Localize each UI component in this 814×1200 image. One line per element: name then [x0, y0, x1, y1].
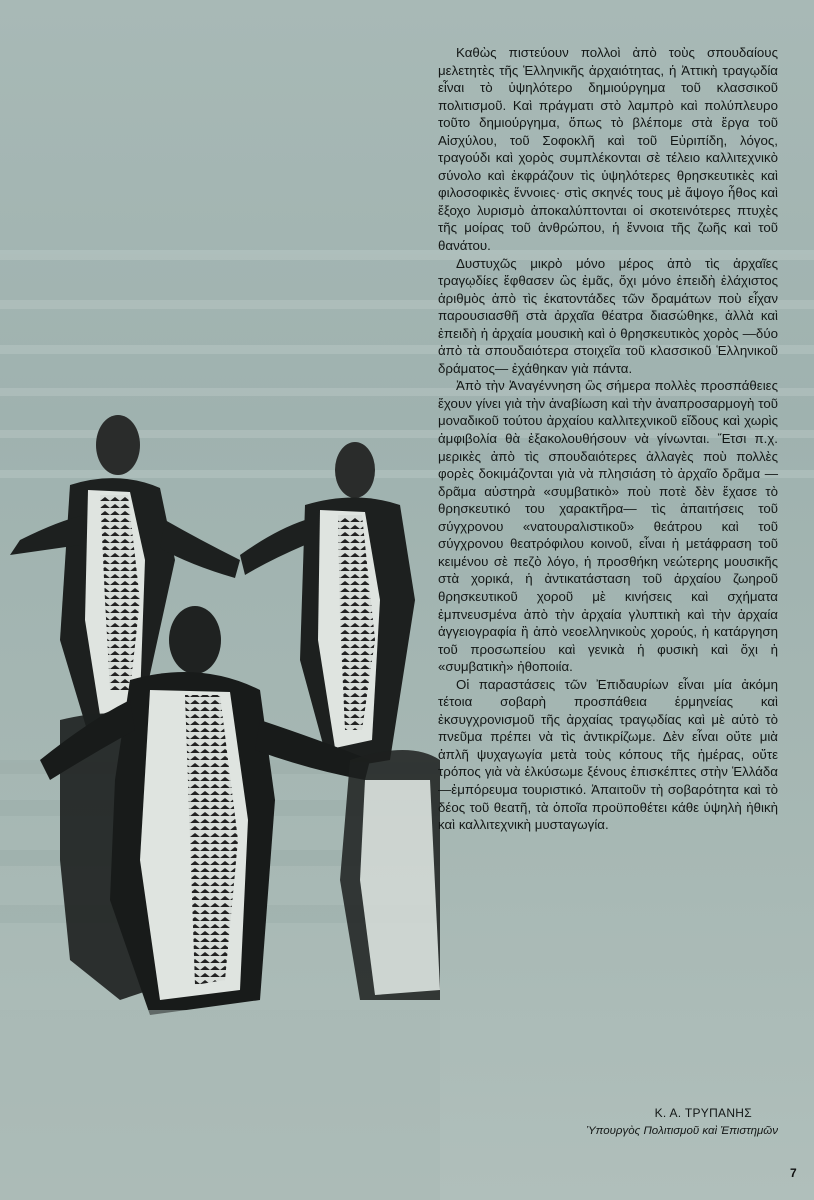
author-name: Κ. Α. ΤΡΥΠΑΝΗΣ [654, 1106, 752, 1120]
dancer-right-partial [340, 750, 440, 1000]
article-paragraph: Οἱ παραστάσεις τῶν Ἐπιδαυρίων εἶναι μία ἀκόμη τέτοια σοβαρὴ προσπάθεια ἑρμηνείας καὶ ἐκσυγχρονισμοῦ τῆς ἀρχαίας τραγῳδίας καὶ μὲ αὐτὸ τὸ πνεῦμα πρέπει νὰ τὶς ἀντικρίζωμε. Δὲν εἶναι οὔτε μιὰ ἁπλῆ ψυχαγωγία μετὰ τοὺς κόπους τῆς ἡμέρας, οὔτε τρόπος γιὰ νὰ ἑλκύσωμε ξένους ἐπισκέπτες στὴν Ἑλλάδα—ἐμπόρευμα τουριστικό. Ἀπαιτοῦν τὴ σοβαρότητα καὶ τὸ δέος τοῦ θεατῆ, τὰ ὁποῖα προϋποθέτει κάθε ὑψηλὴ ἠθικὴ καὶ καλλιτεχνικὴ μυσταγωγία. [438, 676, 778, 833]
author-role: Ὑπουργὸς Πολιτισμοῦ καὶ Ἐπιστημῶν [586, 1125, 778, 1137]
article-body [438, 44, 778, 834]
article-paragraph: Δυστυχῶς μικρὸ μόνο μέρος ἀπὸ τὶς ἀρχαῖες τραγῳδίες ἔφθασεν ὣς ἐμᾶς, ὄχι μόνο ἐπειδὴ ἐλάχιστος ἀριθμὸς ἀπὸ τὶς ἑκατοντάδες τῶν δραμάτων ποὺ εἶχαν παρουσιασθῆ στὰ ἀρχαῖα θέατρα διασώθηκε, ἀλλὰ καὶ ἐπειδὴ ἡ ἀρχαία μουσικὴ καὶ ὁ θρησκευτικὸς χορὸς —δύο ἀπὸ τὰ σπουδαιότερα στοιχεῖα τοῦ κλασσικοῦ Ἑλληνικοῦ δράματος— ἐχάθηκαν γιὰ πάντα. [438, 255, 778, 376]
article-paragraph: Καθὼς πιστεύουν πολλοὶ ἀπὸ τοὺς σπουδαίους μελετητὲς τῆς Ἑλληνικῆς ἀρχαιότητας, ἡ Ἀττικὴ τραγῳδία εἶναι τὸ ὑψηλότερο δημιούργημα τοῦ κλασσικοῦ πολιτισμοῦ. Καὶ πράγματι στὸ λαμπρὸ καὶ πολύπλευρο τοῦτο δημιούργημα, ὅπως τὸ βλέπομε στὰ ἔργα τοῦ Αἰσχύλου, τοῦ Σοφοκλῆ καὶ τοῦ Εὐριπίδη, λόγος, τραγούδι καὶ χορὸς συμπλέκονται σὲ τέλειο καλλιτεχνικὸ σύνολο καὶ ἐκφράζουν τὶς ὑψηλότερες θρησκευτικὲς καὶ φιλοσοφικὲς ἔννοιες· στὶς σκηνές τους μὲ ἄψογο ἦθος καὶ ἔξοχο λυρισμὸ ἀποκαλύπτονται οἱ σκοτεινότερες πτυχὲς τῆς μοίρας τοῦ ἀνθρώπου, ἡ ἔννοια τῆς ζωῆς καὶ τοῦ θανάτου. [438, 45, 778, 254]
signature-block [438, 1104, 778, 1140]
article-paragraph: Ἀπὸ τὴν Ἀναγέννηση ὣς σήμερα πολλὲς προσπάθειες ἔχουν γίνει γιὰ τὴν ἀναβίωση καὶ τὴν ἀναπροσαρμογὴ τοῦ μοναδικοῦ τούτου ἀρχαίου καλλιτεχνικοῦ εἴδους καὶ χωρὶς ἀμφιβολία θὰ ἐξακολουθήσουν νὰ γίνωνται. Ἔτσι π.χ. μερικὲς ἀπὸ τὶς σπουδαιότερες ἀλλαγὲς ποὺ πολλὲς φορὲς δοκιμάζονται γιὰ νὰ πλησιάση τὸ ἀρχαῖο δρᾶμα —δρᾶμα αὐστηρὰ «συμβατικὸ» ποὺ ποτὲ δὲν ἔχασε τὸ θρησκευτικό του χαρακτῆρα— τὶς ἀπαιτήσεις τοῦ σύγχρονου «νατουραλιστικοῦ» θεάτρου καὶ τοῦ σύγχρονου θεατρόφιλου κοινοῦ, εἶναι ἡ μετάφραση τοῦ κειμένου σὲ πεζὸ λόγο, ἡ προσθήκη νεώτερης μουσικῆς στὰ χορικά, ἡ ἀντικατάσταση τοῦ ἀρχαίου ζωηροῦ θρησκευτικοῦ χοροῦ μὲ κινήσεις καὶ σχήματα ἐμπνευσμένα ἀπὸ τὴν ἀρχαία γλυπτικὴ καὶ τὴν ἀρχαία ἀγγειογραφία ἢ ἀπὸ νεοελληνικοὺς χορούς, ἡ κατάργηση τοῦ προσωπείου καὶ γενικὰ ἡ φυσικὴ καὶ ὄχι ἡ «συμβατικὴ» ἠθοποιία. [438, 378, 778, 675]
page-number: 7 [790, 1166, 797, 1180]
